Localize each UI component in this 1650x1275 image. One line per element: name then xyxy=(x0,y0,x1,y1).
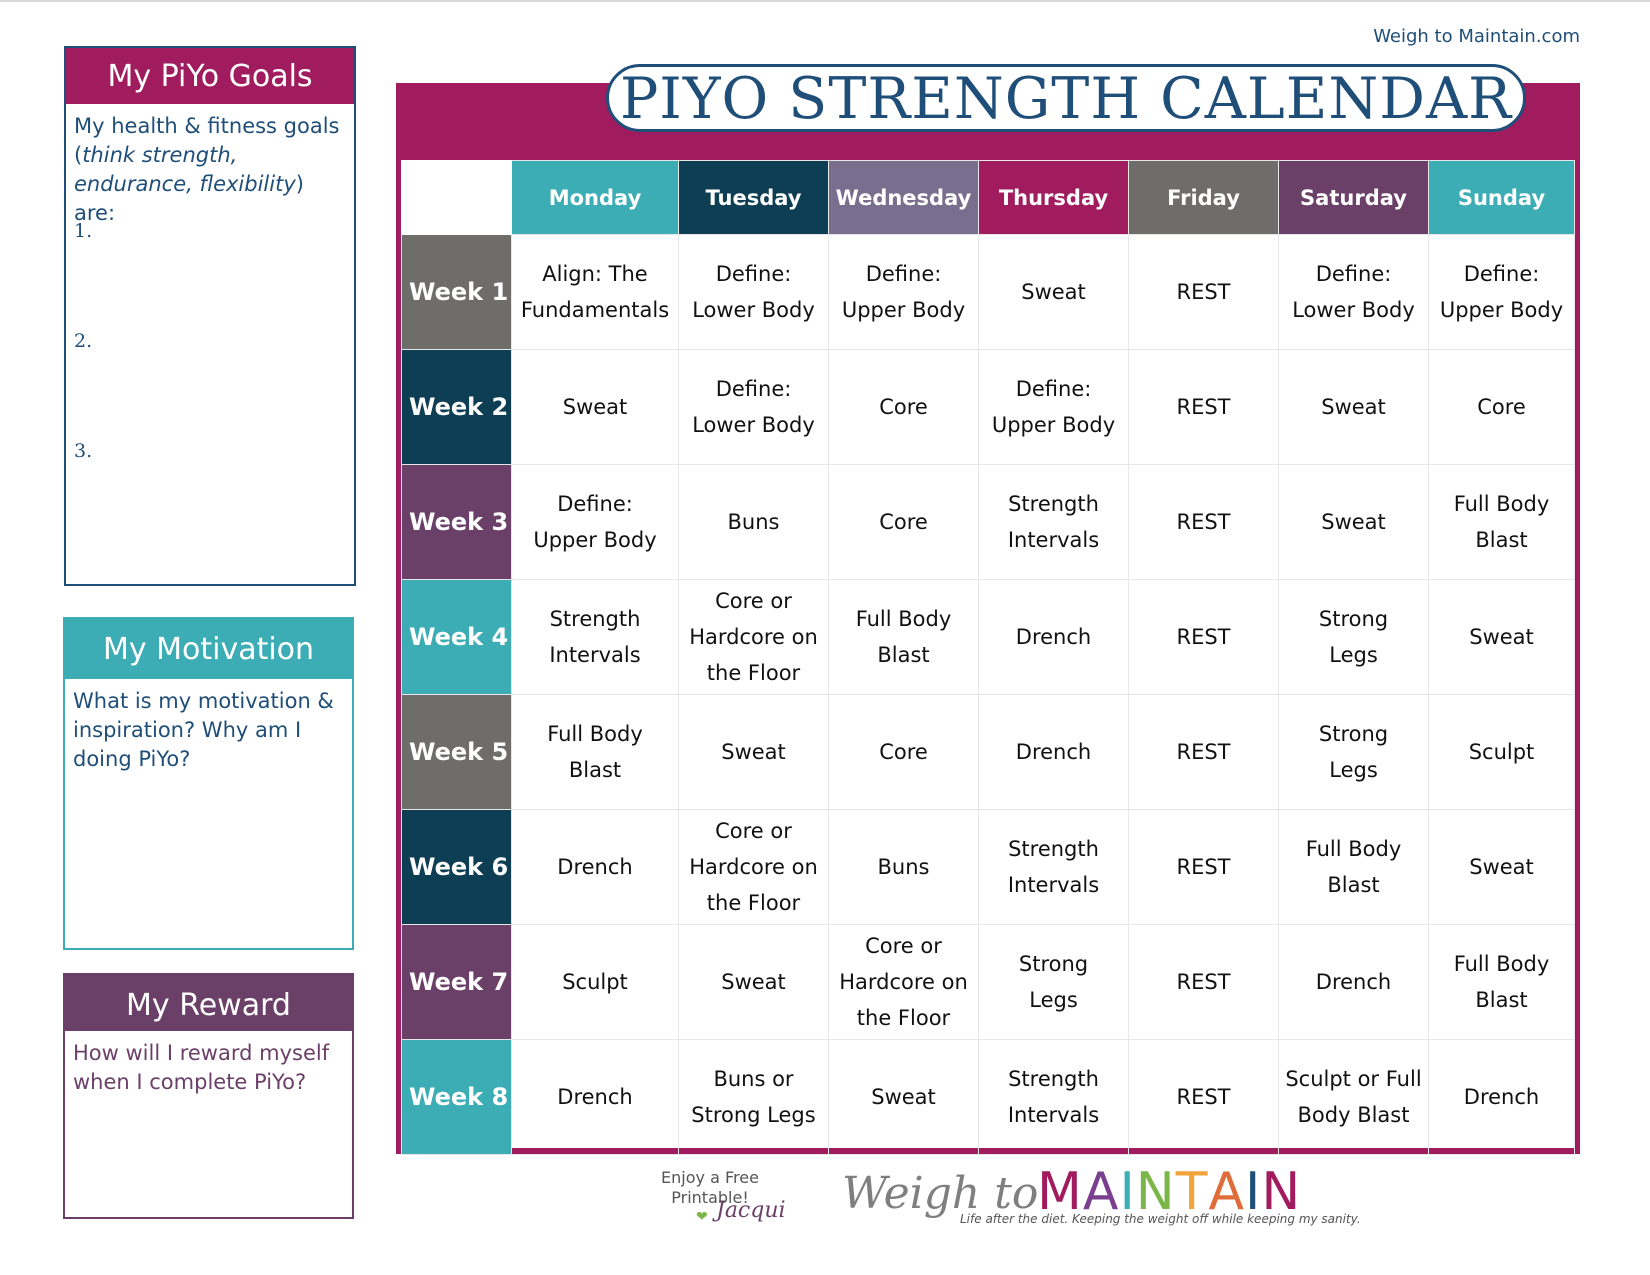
workout-cell: Strength Intervals xyxy=(979,810,1129,925)
goals-intro-em: think strength, endurance, flexibility xyxy=(74,143,296,196)
heart-icon: ❤ xyxy=(696,1208,708,1224)
header-thursday: Thursday xyxy=(979,161,1129,235)
workout-cell: Define: Lower Body xyxy=(679,235,829,350)
header-tuesday: Tuesday xyxy=(679,161,829,235)
top-divider xyxy=(0,0,1650,2)
logo-letter: T xyxy=(1175,1162,1209,1222)
workout-cell: Buns or Strong Legs xyxy=(679,1040,829,1155)
workout-cell: Sweat xyxy=(1429,810,1575,925)
workout-cell: Sweat xyxy=(829,1040,979,1155)
goals-intro-1: My health & fitness goals ( xyxy=(74,114,340,167)
header-corner xyxy=(402,161,512,235)
logo-letter: I xyxy=(1245,1162,1262,1222)
calendar-header-row xyxy=(402,161,1575,235)
workout-cell: Define: Lower Body xyxy=(679,350,829,465)
workout-cell: Full Body Blast xyxy=(512,695,679,810)
logo-weigh-text: Weigh to xyxy=(842,1168,1039,1219)
goals-prompt xyxy=(66,104,354,236)
signature: Jacqui xyxy=(716,1198,786,1223)
week-label-3: Week 3 xyxy=(402,465,512,580)
workout-cell: Drench xyxy=(1429,1040,1575,1155)
workout-cell: Define: Upper Body xyxy=(512,465,679,580)
week-row-2 xyxy=(402,350,1575,465)
workout-cell: REST xyxy=(1129,350,1279,465)
motivation-panel xyxy=(63,617,354,950)
goals-title: My PiYo Goals xyxy=(66,48,354,104)
workout-cell: Sweat xyxy=(1429,580,1575,695)
enjoy-printable-text: Enjoy a Free Printable! xyxy=(661,1168,759,1207)
motivation-prompt[interactable]: What is my motivation & inspiration? Why am I doing PiYo? xyxy=(73,689,334,771)
week-row-1 xyxy=(402,235,1575,350)
workout-cell: Full Body Blast xyxy=(829,580,979,695)
workout-cell: Core xyxy=(829,465,979,580)
workout-cell: Core xyxy=(829,350,979,465)
week-label-6: Week 6 xyxy=(402,810,512,925)
calendar-title: PIYO STRENGTH CALENDAR xyxy=(606,64,1526,132)
logo-letter: I xyxy=(1119,1162,1136,1222)
workout-cell: Core xyxy=(1429,350,1575,465)
calendar-table xyxy=(401,160,1575,1155)
week-label-7: Week 7 xyxy=(402,925,512,1040)
week-row-8 xyxy=(402,1040,1575,1155)
week-label-4: Week 4 xyxy=(402,580,512,695)
header-friday: Friday xyxy=(1129,161,1279,235)
workout-cell: Align: The Fundamentals xyxy=(512,235,679,350)
workout-cell: Buns xyxy=(679,465,829,580)
workout-cell: Full Body Blast xyxy=(1429,465,1575,580)
site-link[interactable]: Weigh to Maintain.com xyxy=(1373,26,1580,47)
workout-cell: REST xyxy=(1129,1040,1279,1155)
logo-letter: A xyxy=(1208,1162,1246,1222)
header-wednesday: Wednesday xyxy=(829,161,979,235)
workout-cell: Sweat xyxy=(1279,465,1429,580)
week-row-4 xyxy=(402,580,1575,695)
workout-cell: Sculpt xyxy=(512,925,679,1040)
workout-cell: Define: Upper Body xyxy=(829,235,979,350)
workout-cell: Drench xyxy=(979,695,1129,810)
week-row-3 xyxy=(402,465,1575,580)
workout-cell: Strong Legs xyxy=(1279,580,1429,695)
goals-intro-2: ) are: xyxy=(74,172,304,225)
workout-cell: Core or Hardcore on the Floor xyxy=(679,580,829,695)
week-label-1: Week 1 xyxy=(402,235,512,350)
week-row-5 xyxy=(402,695,1575,810)
workout-cell: Sweat xyxy=(679,925,829,1040)
workout-cell: Full Body Blast xyxy=(1279,810,1429,925)
workout-cell: Drench xyxy=(512,810,679,925)
workout-cell: Sweat xyxy=(679,695,829,810)
workout-cell: Define: Upper Body xyxy=(1429,235,1575,350)
week-row-7 xyxy=(402,925,1575,1040)
logo-letter: A xyxy=(1082,1162,1120,1222)
goal-item-1[interactable]: 1. xyxy=(74,220,93,242)
workout-cell: Strength Intervals xyxy=(512,580,679,695)
workout-cell: Full Body Blast xyxy=(1429,925,1575,1040)
logo-letter: M xyxy=(1037,1162,1083,1222)
header-sunday: Sunday xyxy=(1429,161,1575,235)
workout-cell: Core or Hardcore on the Floor xyxy=(829,925,979,1040)
workout-cell: Sculpt xyxy=(1429,695,1575,810)
goal-item-2[interactable]: 2. xyxy=(74,330,93,352)
workout-cell: REST xyxy=(1129,810,1279,925)
workout-cell: Define: Lower Body xyxy=(1279,235,1429,350)
workout-cell: Sculpt or Full Body Blast xyxy=(1279,1040,1429,1155)
workout-cell: Strength Intervals xyxy=(979,465,1129,580)
workout-cell: Core xyxy=(829,695,979,810)
workout-cell: Strong Legs xyxy=(979,925,1129,1040)
workout-cell: REST xyxy=(1129,465,1279,580)
workout-cell: Drench xyxy=(1279,925,1429,1040)
goals-panel xyxy=(64,46,356,586)
workout-cell: Buns xyxy=(829,810,979,925)
workout-cell: Strong Legs xyxy=(1279,695,1429,810)
workout-cell: Drench xyxy=(512,1040,679,1155)
logo-letter: N xyxy=(1135,1162,1176,1222)
week-label-8: Week 8 xyxy=(402,1040,512,1155)
workout-cell: Sweat xyxy=(979,235,1129,350)
workout-cell: REST xyxy=(1129,580,1279,695)
workout-cell: Strength Intervals xyxy=(979,1040,1129,1155)
workout-cell: REST xyxy=(1129,925,1279,1040)
logo-tagline: Life after the diet. Keeping the weight off while keeping my sanity. xyxy=(960,1212,1361,1226)
week-label-2: Week 2 xyxy=(402,350,512,465)
week-label-5: Week 5 xyxy=(402,695,512,810)
logo-letter: N xyxy=(1261,1162,1302,1222)
goal-item-3[interactable]: 3. xyxy=(74,440,93,462)
workout-cell: Drench xyxy=(979,580,1129,695)
header-saturday: Saturday xyxy=(1279,161,1429,235)
header-monday: Monday xyxy=(512,161,679,235)
workout-cell: Sweat xyxy=(1279,350,1429,465)
reward-title: My Reward xyxy=(65,975,352,1031)
workout-cell: Define: Upper Body xyxy=(979,350,1129,465)
workout-cell: Sweat xyxy=(512,350,679,465)
week-row-6 xyxy=(402,810,1575,925)
reward-panel xyxy=(63,973,354,1219)
workout-cell: REST xyxy=(1129,235,1279,350)
workout-cell: Core or Hardcore on the Floor xyxy=(679,810,829,925)
reward-prompt[interactable]: How will I reward myself when I complete PiYo? xyxy=(73,1041,330,1094)
workout-cell: REST xyxy=(1129,695,1279,810)
motivation-title: My Motivation xyxy=(65,619,352,679)
